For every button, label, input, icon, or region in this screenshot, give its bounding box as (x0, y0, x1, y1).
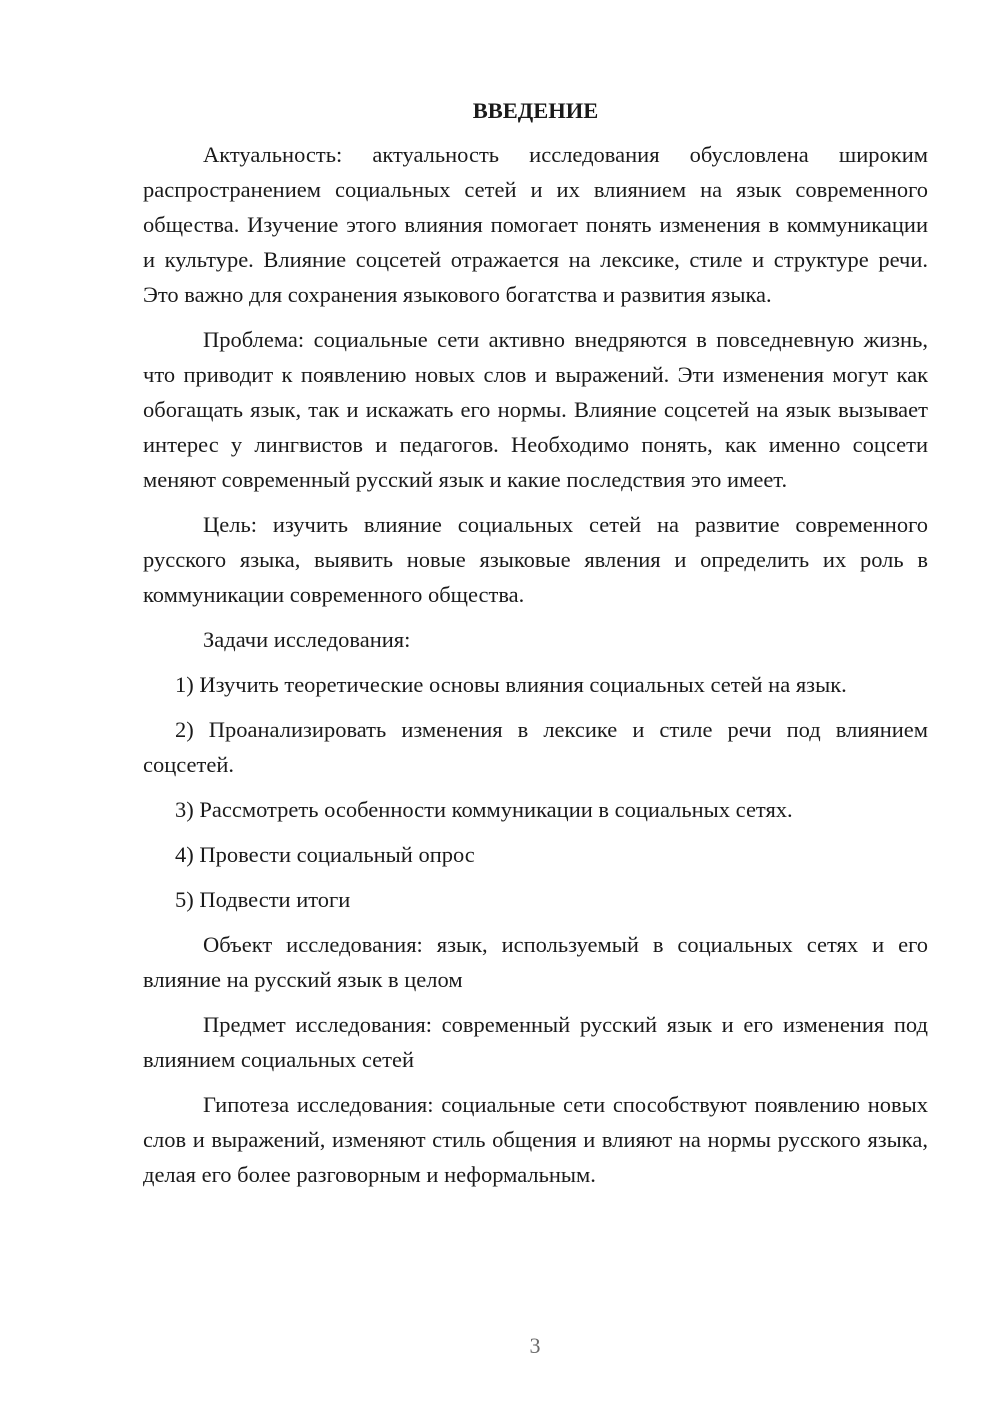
paragraph-relevance: Актуальность: актуальность исследования обусловлена широким распространением социальных сетей и их влиянием на язык современного общества. Изучение этого влияния помогает понять изменения в коммуникации и культуре. Влияние соцсетей отражается на лексике, стиле и структуре речи. Это важно для сохранения языкового богатства и развития языка. (143, 142, 928, 307)
paragraph-goal: Цель: изучить влияние социальных сетей на развитие современного русского языка, выявить новые языковые явления и определить их роль в коммуникации современного общества. (143, 512, 928, 607)
task-item-3: 3) Рассмотреть особенности коммуникации в социальных сетях. (175, 797, 793, 822)
task-item-1: 1) Изучить теоретические основы влияния социальных сетей на язык. (175, 672, 847, 697)
paragraph-tasks-heading: Задачи исследования: (203, 627, 411, 652)
paragraph-hypothesis: Гипотеза исследования: социальные сети способствуют появлению новых слов и выражений, изменяют стиль общения и влияют на нормы русского языка, делая его более разговорным и неформальным. (143, 1092, 928, 1187)
task-item-2: 2) Проанализировать изменения в лексике и стиле речи под влиянием соцсетей. (143, 717, 928, 777)
page-number: 3 (529, 1333, 541, 1358)
paragraph-object: Объект исследования: язык, используемый в социальных сетях и его влияние на русский язык в целом (143, 932, 928, 992)
task-item-4: 4) Провести социальный опрос (175, 842, 475, 867)
page-title: ВВЕДЕНИЕ (472, 98, 599, 123)
page-content (143, 96, 928, 1202)
paragraph-problem: Проблема: социальные сети активно внедряются в повседневную жизнь, что приводит к появлению новых слов и выражений. Эти изменения могут как обогащать язык, так и искажать его нормы. Влияние соцсетей на язык вызывает интерес у лингвистов и педагогов. Необходимо понять, как именно соцсети меняют современный русский язык и какие последствия это имеет. (143, 327, 928, 492)
paragraph-subject: Предмет исследования: современный русский язык и его изменения под влиянием социальных сетей (143, 1012, 928, 1072)
task-item-5: 5) Подвести итоги (175, 887, 351, 912)
